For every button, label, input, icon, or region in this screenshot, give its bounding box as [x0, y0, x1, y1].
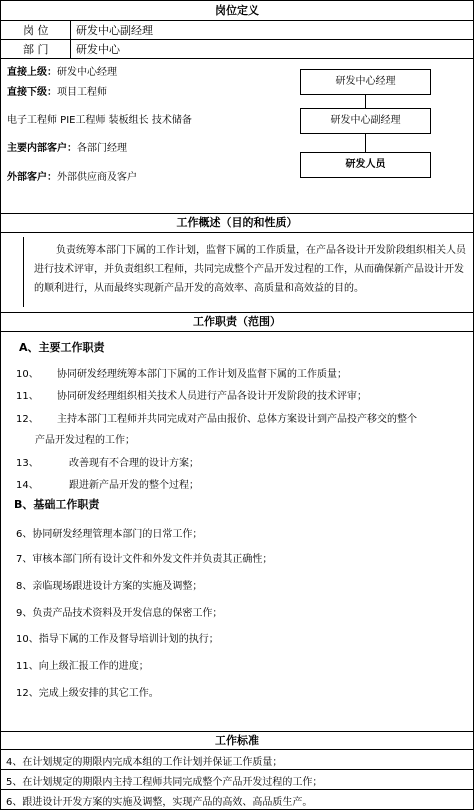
basic-duty: 6、协同研发经理管理本部门的日常工作； — [16, 529, 203, 540]
direct-superior — [7, 63, 117, 78]
divider — [1, 749, 473, 750]
direct-subordinate — [7, 83, 107, 98]
divider — [1, 331, 473, 332]
divider — [1, 789, 473, 790]
org-box-manager: 研发中心经理 — [300, 69, 431, 95]
basic-duty: 7、审核本部门所有设计文件和外发文件并负责其正确性； — [16, 554, 273, 565]
internal-client-label: 主要内部客户： — [7, 143, 77, 154]
main-duty-text: 改善现有不合理的设计方案； — [69, 458, 199, 469]
org-connector — [365, 134, 366, 152]
basic-duty: 8、亲临现场跟进设计方案的实施及调整； — [16, 581, 203, 592]
standard-item: 4、在计划规定的期限内完成本组的工作计划并保证工作质量； — [6, 757, 283, 768]
dept-label: 部 门 — [23, 43, 49, 56]
divider — [23, 237, 24, 307]
standard-item: 6、跟进设计开发方案的实施及调整，实现产品的高效、高品质生产。 — [6, 797, 313, 808]
basic-duty: 12、完成上级安排的其它工作。 — [16, 688, 159, 699]
divider — [1, 769, 473, 770]
divider — [1, 58, 473, 59]
main-duty-text-cont: 产品开发过程的工作； — [35, 435, 135, 446]
staff-line: 电子工程师 PIE工程师 装板组长 技术储备 — [7, 115, 192, 126]
main-duty-num: 11、 — [16, 391, 39, 402]
standards-title: 工作标准 — [215, 734, 259, 747]
internal-client — [7, 139, 127, 154]
internal-client-value: 各部门经理 — [77, 143, 127, 154]
org-box-rd-staff: 研发人员 — [300, 152, 431, 178]
basic-duty: 9、负责产品技术资料及开发信息的保密工作； — [16, 608, 223, 619]
main-duty-num: 13、 — [16, 458, 39, 469]
basic-duties-title: B、基础工作职责 — [14, 498, 100, 511]
main-duty-text: 协同研发经理统筹本部门下属的工作计划及监督下属的工作质量； — [57, 369, 347, 380]
standard-item: 5、在计划规定的期限内主持工程师共同完成整个产品开发过程的工作； — [6, 777, 323, 788]
basic-duty: 11、向上级汇报工作的进度； — [16, 661, 149, 672]
org-box-deputy-manager: 研发中心副经理 — [300, 108, 431, 134]
dept-value: 研发中心 — [76, 43, 120, 56]
direct-subordinate-value: 项目工程师 — [57, 87, 107, 98]
main-duty-num: 10、 — [16, 369, 39, 380]
post-label: 岗 位 — [23, 24, 49, 37]
main-duty-text: 主持本部门工程师并共同完成对产品由报价、总体方案设计到产品投产移交的整个 — [57, 414, 417, 425]
external-client — [7, 168, 137, 183]
main-duty-num: 12、 — [16, 414, 39, 425]
external-client-label: 外部客户： — [7, 172, 57, 183]
divider — [1, 20, 473, 21]
post-value: 研发中心副经理 — [76, 24, 153, 37]
direct-superior-label: 直接上级： — [7, 67, 57, 78]
overview-title: 工作概述（目的和性质） — [176, 216, 298, 229]
external-client-value: 外部供应商及客户 — [57, 172, 137, 183]
main-duties-title: A、主要工作职责 — [19, 341, 105, 354]
overview-text: 负责统筹本部门下属的工作计划，监督下属的工作质量，在产品各设计开发阶段组织相关人员进行技术评审，并负责组织工程师，共同完成整个产品开发过程的工作，从而确保新产品设计开发的顺利进行，从而最终实现新产品开发的高效率、高质量和高效益的目的。 — [34, 245, 466, 294]
main-duty-num: 14、 — [16, 480, 39, 491]
org-connector — [365, 95, 366, 108]
direct-superior-value: 研发中心经理 — [57, 67, 117, 78]
divider — [1, 39, 473, 40]
divider — [1, 232, 473, 233]
basic-duty: 10、指导下属的工作及督导培训计划的执行； — [16, 634, 219, 645]
main-duty-text: 跟进新产品开发的整个过程； — [69, 480, 199, 491]
main-duty-text: 协同研发经理组织相关技术人员进行产品各设计开发阶段的技术评审； — [57, 391, 367, 402]
sheet-title: 岗位定义 — [215, 4, 259, 17]
direct-subordinate-label: 直接下级： — [7, 87, 57, 98]
duties-title: 工作职责（范围） — [193, 315, 281, 328]
